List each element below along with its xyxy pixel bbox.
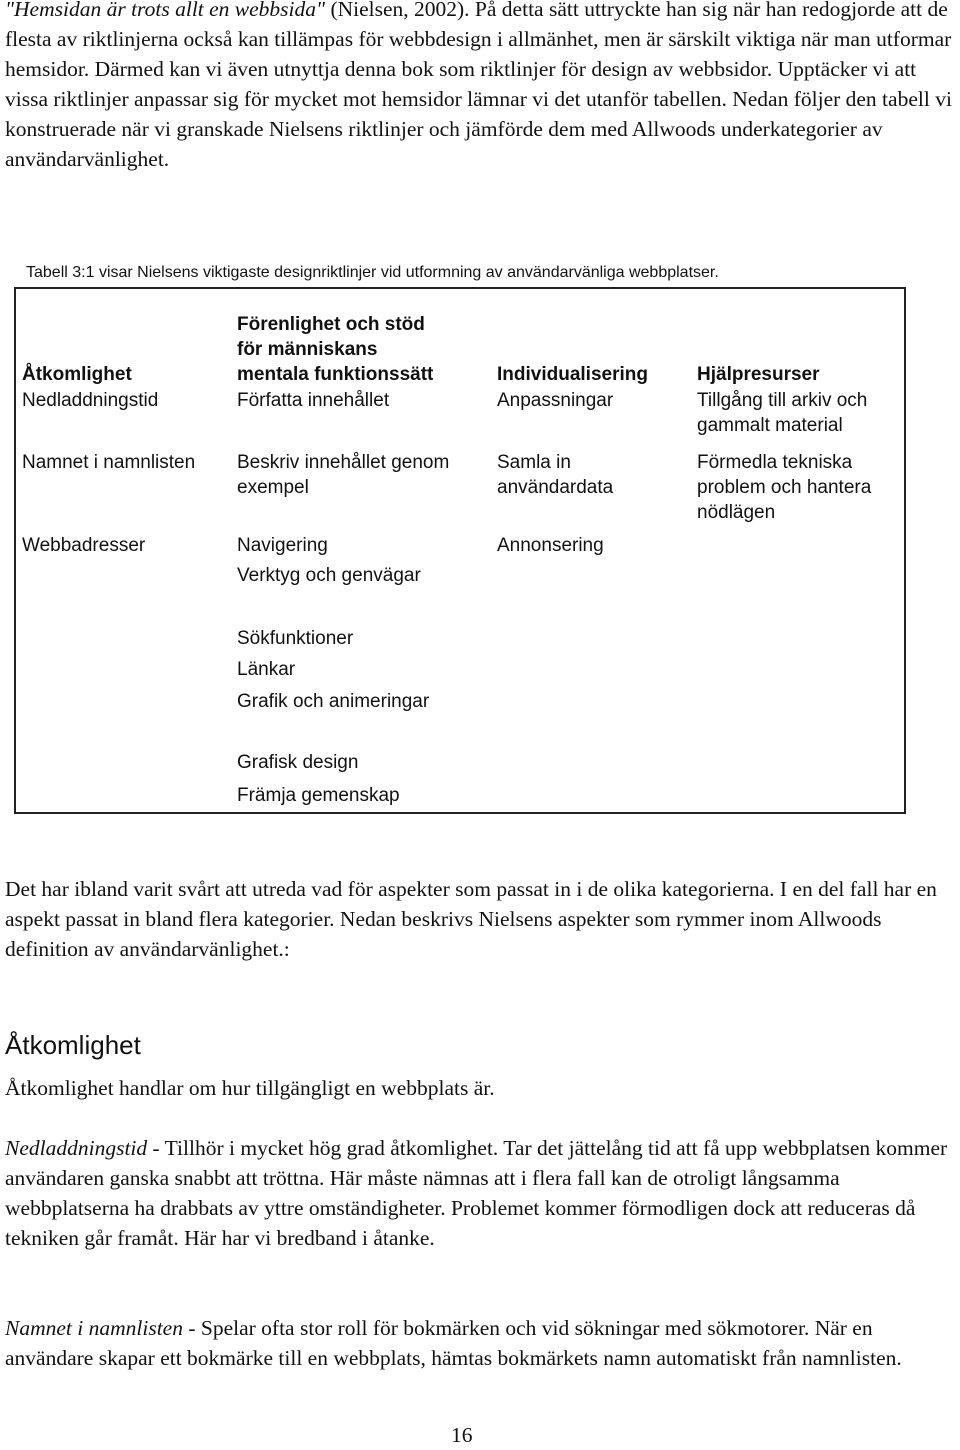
header-individualisering: Individualisering bbox=[497, 364, 648, 385]
header-hjalpresurser: Hjälpresurser bbox=[697, 364, 820, 385]
cell-formedla-line3: nödlägen bbox=[697, 502, 776, 523]
header-forenlighet-line1: Förenlighet och stöd bbox=[237, 314, 425, 335]
cell-framja-gemenskap: Främja gemenskap bbox=[237, 785, 400, 806]
cell-tillgang-line1: Tillgång till arkiv och bbox=[697, 390, 868, 411]
cell-nedladdningstid: Nedladdningstid bbox=[22, 390, 159, 411]
cell-grafik: Grafik och animeringar bbox=[237, 691, 430, 712]
item-text: - Spelar ofta stor roll för bokmärken och vid sökningar med sökmotorer. När en användare skapar ett bokmärke till en webbplats, hämtas bokmärkets namn automatiskt från namnlisten. bbox=[5, 1316, 902, 1370]
intro-quote: "Hemsidan är trots allt en webbsida" bbox=[5, 0, 326, 21]
header-forenlighet-line3: mentala funktionssätt bbox=[237, 364, 434, 385]
cell-lankar: Länkar bbox=[237, 659, 296, 680]
table-border-top bbox=[14, 287, 906, 289]
table-border-bottom bbox=[14, 812, 906, 814]
cell-anpassningar: Anpassningar bbox=[497, 390, 614, 411]
cell-webbadresser: Webbadresser bbox=[22, 535, 146, 556]
header-forenlighet-line2: för människans bbox=[237, 339, 378, 360]
cell-beskriv-line1: Beskriv innehållet genom bbox=[237, 452, 450, 473]
section-intro: Åtkomlighet handlar om hur tillgängligt en webbplats är. bbox=[5, 1076, 495, 1100]
guidelines-table bbox=[14, 287, 906, 814]
cell-annonsering: Annonsering bbox=[497, 535, 604, 556]
intro-text: (Nielsen, 2002). På detta sätt uttryckte han sig när han redogjorde att de flesta av riktlinjerna också kan tillämpas för webbdesign i allmänhet, men är särskilt viktiga när man utformar hemsidor. Därmed kan vi även utnyttja denna bok som riktlinjer för design av webbsidor. Upptäcker vi att vissa riktlinjer anpassar sig för mycket mot hemsidor lämnar vi det utanför tabellen. Nedan följer den tabell vi konstruerade när vi granskade Nielsens riktlinjer och jämförde dem med Allwoods underkategorier av användarvänlighet. bbox=[5, 0, 952, 171]
table-caption: Tabell 3:1 visar Nielsens viktigaste designriktlinjer vid utformning av användarvänliga webbplatser. bbox=[26, 264, 719, 281]
section-heading: Åtkomlighet bbox=[5, 1030, 141, 1060]
cell-grafisk-design: Grafisk design bbox=[237, 752, 359, 773]
item-term: Nedladdningstid bbox=[5, 1136, 148, 1160]
intro-paragraph bbox=[5, 0, 957, 174]
cell-tillgang-line2: gammalt material bbox=[697, 415, 843, 436]
page-number: 16 bbox=[451, 1423, 473, 1447]
cell-formedla-line2: problem och hantera bbox=[697, 477, 872, 498]
item-term: Namnet i namnlisten bbox=[5, 1316, 183, 1340]
cell-samla-line2: användardata bbox=[497, 477, 614, 498]
table-border-right bbox=[904, 287, 906, 814]
cell-verktyg: Verktyg och genvägar bbox=[237, 565, 421, 586]
cell-samla-line1: Samla in bbox=[497, 452, 571, 473]
cell-formedla-line1: Förmedla tekniska bbox=[697, 452, 853, 473]
item-namnet-i-namnlisten bbox=[5, 1313, 957, 1373]
aspects-paragraph: Det har ibland varit svårt att utreda vad för aspekter som passat in i de olika kategorierna. I en del fall har en aspekt passat in bland flera kategorier. Nedan beskrivs Nielsens aspekter som rymmer inom Allwoods definition av användarvänlighet.: bbox=[5, 877, 937, 961]
cell-forfatta-innehallet: Författa innehållet bbox=[237, 390, 390, 411]
cell-namnet-i-namnlisten: Namnet i namnlisten bbox=[22, 452, 196, 473]
cell-sokfunktioner: Sökfunktioner bbox=[237, 628, 354, 649]
item-nedladdningstid bbox=[5, 1133, 957, 1253]
item-text: - Tillhör i mycket hög grad åtkomlighet. Tar det jättelång tid att få upp webbplatsen kommer användaren ganska snabbt att tröttna. Här måste nämnas att i flera fall kan de otroligt långsamma webbplatserna ha drabbats av yttre omständigheter. Problemet kommer förmodligen dock att reduceras då tekniken går framåt. Här har vi bredband i åtanke. bbox=[5, 1136, 948, 1250]
table-border-left bbox=[14, 287, 16, 814]
cell-beskriv-line2: exempel bbox=[237, 477, 309, 498]
header-atkomlighet: Åtkomlighet bbox=[22, 364, 132, 385]
cell-navigering: Navigering bbox=[237, 535, 328, 556]
